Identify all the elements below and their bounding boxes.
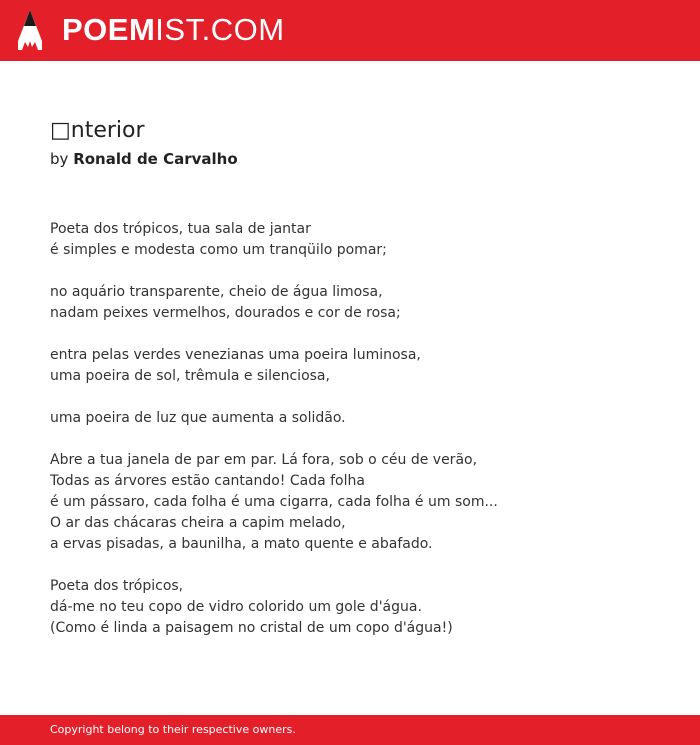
site-logo[interactable] <box>62 13 285 47</box>
logo-text-bold: POEM <box>62 12 156 47</box>
pencil-icon[interactable] <box>17 9 43 51</box>
poem-line: é um pássaro, cada folha é uma cigarra, cada folha é um som... <box>50 494 498 510</box>
stanza-break <box>50 261 670 282</box>
poem-line: nadam peixes vermelhos, dourados e cor de rosa; <box>50 305 401 321</box>
poem-line: uma poeira de sol, trêmula e silenciosa, <box>50 368 330 384</box>
poem-body <box>50 219 670 639</box>
poem-line: no aquário transparente, cheio de água limosa, <box>50 284 383 300</box>
site-footer <box>0 715 700 745</box>
poem-line: Poeta dos trópicos, <box>50 578 184 594</box>
logo-text-light: IST.COM <box>155 12 285 47</box>
by-label: by <box>50 150 69 168</box>
stanza-break <box>50 324 670 345</box>
copyright-text: Copyright belong to their respective owners. <box>50 723 296 736</box>
poem-line: dá-me no teu copo de vidro colorido um gole d'água. <box>50 599 422 615</box>
poem-line: Todas as árvores estão cantando! Cada folha <box>50 473 365 489</box>
author-name[interactable]: Ronald de Carvalho <box>73 150 238 168</box>
poem-line: O ar das chácaras cheira a capim melado, <box>50 515 346 531</box>
stanza-break <box>50 429 670 450</box>
poem-line: a ervas pisadas, a baunilha, a mato quente e abafado. <box>50 536 433 552</box>
poem-title: □nterior <box>50 118 145 143</box>
poem-line: é simples e modesta como um tranqüilo pomar; <box>50 242 387 258</box>
poem-line: entra pelas verdes venezianas uma poeira luminosa, <box>50 347 421 363</box>
poem-line: uma poeira de luz que aumenta a solidão. <box>50 410 346 426</box>
poem-line: Abre a tua janela de par em par. Lá fora, sob o céu de verão, <box>50 452 478 468</box>
site-header <box>0 0 700 61</box>
poem-line: Poeta dos trópicos, tua sala de jantar <box>50 221 311 237</box>
poem-line: (Como é linda a paisagem no cristal de um copo d'água!) <box>50 620 453 636</box>
stanza-break <box>50 387 670 408</box>
byline <box>50 149 238 169</box>
stanza-break <box>50 555 670 576</box>
